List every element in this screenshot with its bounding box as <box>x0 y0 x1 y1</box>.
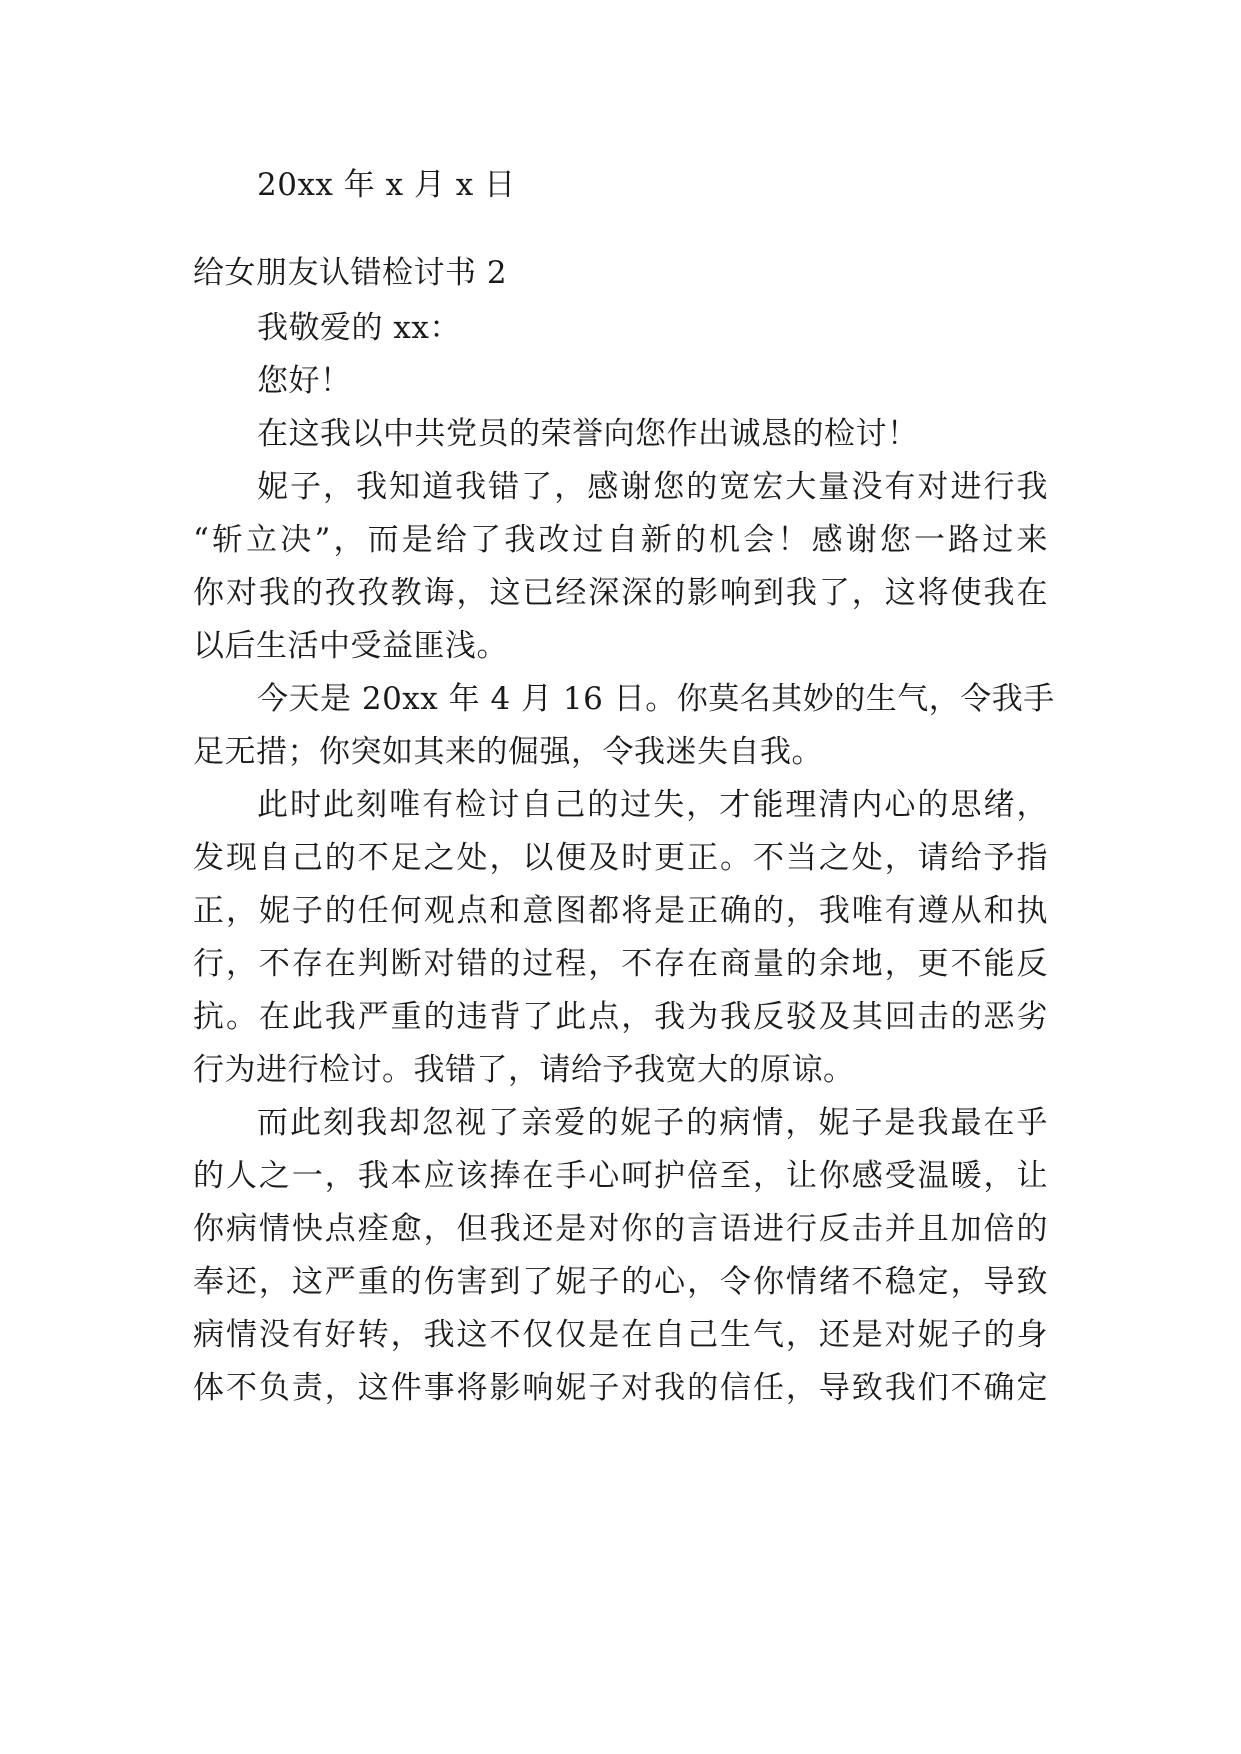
body-line: 病情没有好转，我这不仅仅是在自己生气，还是对妮子的身 <box>193 1317 1048 1353</box>
document-title: 给女朋友认错检讨书 2 <box>193 255 508 291</box>
body-line: 以后生活中受益匪浅。 <box>193 628 508 664</box>
body-line: 体不负责，这件事将影响妮子对我的信任，导致我们不确定 <box>193 1370 1048 1406</box>
body-line: 正，妮子的任何观点和意图都将是正确的，我唯有遵从和执 <box>193 893 1048 929</box>
greeting: 您好！ <box>257 363 352 399</box>
body-line: 的人之一，我本应该捧在手心呵护倍至，让你感受温暖，让 <box>193 1158 1048 1194</box>
body-line: “斩立决”，而是给了我改过自新的机会！感谢您一路过来 <box>193 522 1048 558</box>
salutation: 我敬爱的 xx： <box>257 310 461 346</box>
body-line: 奉还，这严重的伤害到了妮子的心，令你情绪不稳定，导致 <box>193 1264 1048 1300</box>
body-line: 发现自己的不足之处，以便及时更正。不当之处，请给予指 <box>193 840 1048 876</box>
body-line: 行，不存在判断对错的过程，不存在商量的余地，更不能反 <box>193 946 1048 982</box>
body-line: 足无措；你突如其来的倔强，令我迷失自我。 <box>193 734 823 770</box>
body-line: 此时此刻唯有检讨自己的过失，才能理清内心的思绪， <box>257 787 1048 823</box>
body-line: 你对我的孜孜教诲，这已经深深的影响到我了，这将使我在 <box>193 575 1048 611</box>
body-line: 行为进行检讨。我错了，请给予我宽大的原谅。 <box>193 1052 855 1088</box>
body-line: 妮子，我知道我错了，感谢您的宽宏大量没有对进行我 <box>257 469 1048 505</box>
body-line: 抗。在此我严重的违背了此点，我为我反驳及其回击的恶劣 <box>193 999 1048 1035</box>
signature-date: 20xx 年 x 月 x 日 <box>257 167 516 203</box>
body-line: 你病情快点痊愈，但我还是对你的言语进行反击并且加倍的 <box>193 1211 1048 1247</box>
body-line: 今天是 20xx 年 4 月 16 日。你莫名其妙的生气，令我手 <box>257 681 1055 717</box>
body-line: 而此刻我却忽视了亲爱的妮子的病情，妮子是我最在乎 <box>257 1105 1048 1141</box>
body-line: 在这我以中共党员的荣誉向您作出诚恳的检讨！ <box>257 416 919 452</box>
